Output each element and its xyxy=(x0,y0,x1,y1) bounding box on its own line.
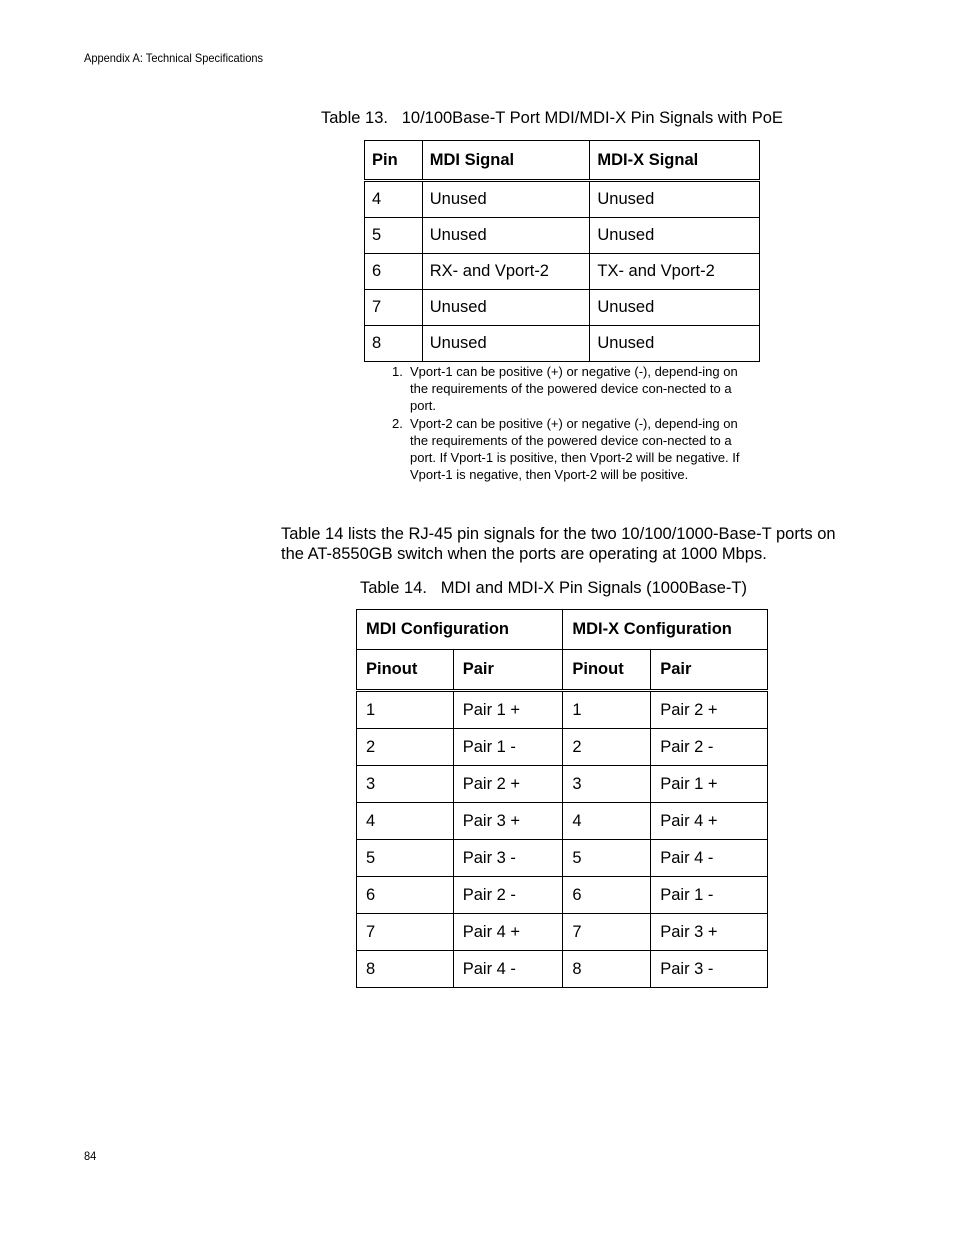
table-cell: 4 xyxy=(357,803,454,840)
table14-caption: Table 14. MDI and MDI-X Pin Signals (1000Base-T) xyxy=(360,579,748,597)
table-cell: Pair 2 - xyxy=(651,729,768,766)
table-cell: 5 xyxy=(357,840,454,877)
table-row xyxy=(357,914,768,951)
table14-header-mdi-configuration: MDI Configuration xyxy=(357,610,563,650)
table14-header-pinout: Pinout xyxy=(357,650,454,691)
table13-header-mdix-signal: MDI-X Signal xyxy=(590,141,760,181)
table-row xyxy=(365,218,760,254)
table-cell: Pair 1 + xyxy=(453,691,563,729)
table-cell: 7 xyxy=(563,914,651,951)
table-cell: 4 xyxy=(563,803,651,840)
table-row xyxy=(365,254,760,290)
table-row xyxy=(357,729,768,766)
table-cell: 3 xyxy=(357,766,454,803)
table-cell: Pair 1 - xyxy=(453,729,563,766)
table-cell: Pair 4 + xyxy=(651,803,768,840)
table13-caption: Table 13. 10/100Base-T Port MDI/MDI-X Pin Signals with PoE xyxy=(321,109,783,127)
table-row xyxy=(357,877,768,914)
table-cell: 3 xyxy=(563,766,651,803)
table-cell: Pair 3 - xyxy=(453,840,563,877)
table-cell: RX- and Vport-2 xyxy=(422,254,590,290)
table13-header-pin: Pin xyxy=(365,141,423,181)
table14-header-mdix-configuration: MDI-X Configuration xyxy=(563,610,768,650)
table-cell: Pair 3 + xyxy=(453,803,563,840)
table-cell: 6 xyxy=(357,877,454,914)
body-paragraph: Table 14 lists the RJ-45 pin signals for the two 10/100/1000-Base-T ports on the AT-8550GB switch when the ports are operating at 1000 Mbps. xyxy=(281,525,836,563)
footnote-number: 2. xyxy=(392,415,403,431)
table-cell: 7 xyxy=(357,914,454,951)
table-cell: Unused xyxy=(422,218,590,254)
table-cell: 6 xyxy=(365,254,423,290)
table-row xyxy=(357,951,768,988)
table-row xyxy=(357,691,768,729)
table-cell: 2 xyxy=(563,729,651,766)
table-cell: Unused xyxy=(422,181,590,218)
table-cell: 4 xyxy=(365,181,423,218)
table-cell: TX- and Vport-2 xyxy=(590,254,760,290)
table14-sub-header-row xyxy=(357,650,768,691)
table-row xyxy=(365,290,760,326)
table14-header-pinout: Pinout xyxy=(563,650,651,691)
table-cell: Pair 2 + xyxy=(651,691,768,729)
table-cell: 8 xyxy=(563,951,651,988)
table-cell: 5 xyxy=(365,218,423,254)
table-cell: 7 xyxy=(365,290,423,326)
table-row xyxy=(357,766,768,803)
table14-header-pair: Pair xyxy=(651,650,768,691)
table-row xyxy=(357,803,768,840)
table-cell: Pair 2 + xyxy=(453,766,563,803)
table-row xyxy=(365,326,760,362)
table-cell: 6 xyxy=(563,877,651,914)
table-cell: Pair 4 + xyxy=(453,914,563,951)
table-cell: Unused xyxy=(590,181,760,218)
table14-group-header-row xyxy=(357,610,768,650)
table-cell: Pair 1 + xyxy=(651,766,768,803)
table-cell: 1 xyxy=(357,691,454,729)
table-cell: Pair 1 - xyxy=(651,877,768,914)
footnote-text: Vport-2 can be positive (+) or negative (-), depend-ing on the requirements of the powered device con-nected to a port. If Vport-1 is positive, then Vport-2 will be negative. If Vport-1 is negative, then Vport-2 will be positive. xyxy=(410,415,740,483)
table-cell: Unused xyxy=(422,290,590,326)
table-row xyxy=(357,840,768,877)
table-cell: Unused xyxy=(422,326,590,362)
table-cell: Unused xyxy=(590,218,760,254)
page-number: 84 xyxy=(84,1149,97,1163)
table-cell: Pair 4 - xyxy=(453,951,563,988)
table-cell: Pair 3 - xyxy=(651,951,768,988)
table14-header-pair: Pair xyxy=(453,650,563,691)
table-cell: 2 xyxy=(357,729,454,766)
table-cell: 5 xyxy=(563,840,651,877)
table13-header-mdi-signal: MDI Signal xyxy=(422,141,590,181)
table-cell: 8 xyxy=(365,326,423,362)
table13-footnotes xyxy=(392,363,742,483)
table13 xyxy=(364,140,760,362)
footnote-number: 1. xyxy=(392,364,403,379)
running-head: Appendix A: Technical Specifications xyxy=(84,51,264,65)
table-cell: Unused xyxy=(590,290,760,326)
footnote-text: Vport-1 can be positive (+) or negative (-), depend-ing on the requirements of the powered device con-nected to a port. xyxy=(410,364,738,414)
table14 xyxy=(356,609,768,988)
table-cell: Unused xyxy=(590,326,760,362)
table-cell: 1 xyxy=(563,691,651,729)
footnote xyxy=(392,415,742,484)
table-cell: 8 xyxy=(357,951,454,988)
table-cell: Pair 4 - xyxy=(651,840,768,877)
footnote xyxy=(392,363,742,415)
table-row xyxy=(365,181,760,218)
table-cell: Pair 2 - xyxy=(453,877,563,914)
table-cell: Pair 3 + xyxy=(651,914,768,951)
table13-header-row xyxy=(365,141,760,181)
